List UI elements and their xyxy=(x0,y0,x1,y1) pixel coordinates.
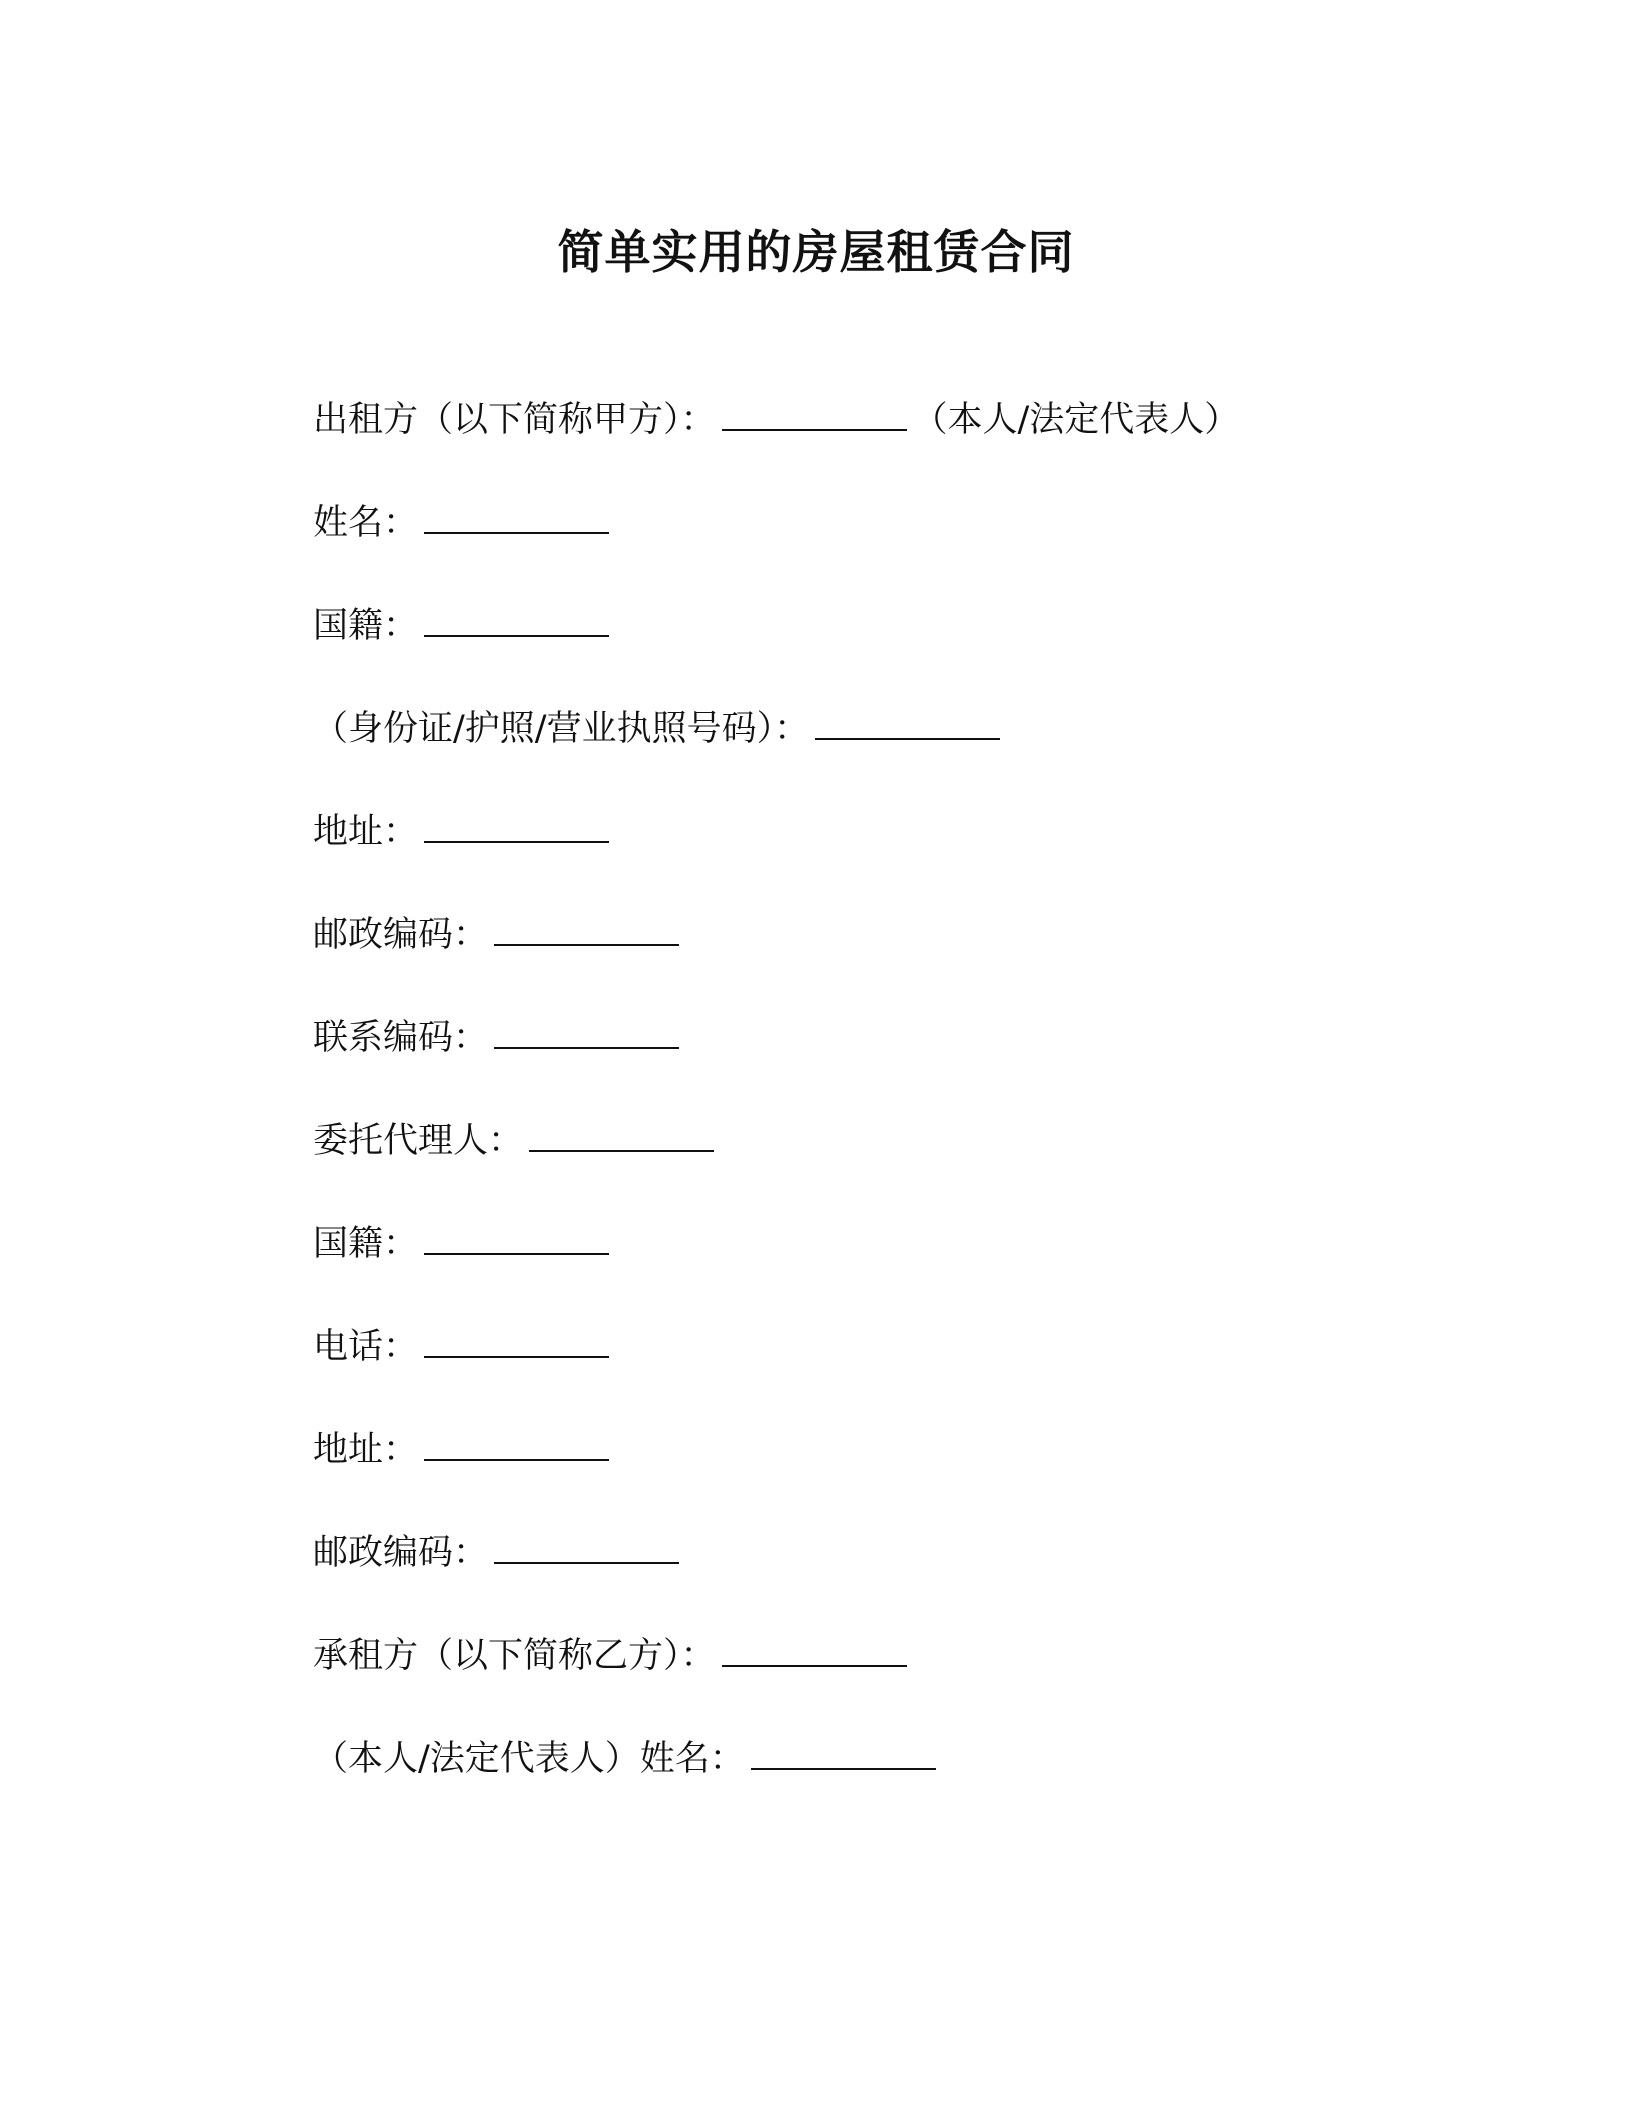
fill-blank[interactable] xyxy=(529,1120,714,1152)
fill-blank[interactable] xyxy=(424,1223,609,1255)
field-label: 地址： xyxy=(313,1430,419,1470)
field-label: 电话： xyxy=(313,1327,419,1367)
fill-blank[interactable] xyxy=(424,502,609,534)
field-label: （身份证/护照/营业执照号码）： xyxy=(313,709,810,749)
lessor-line xyxy=(313,397,1239,443)
field-label: 地址： xyxy=(313,812,419,852)
agent-line xyxy=(313,1118,720,1164)
field-label: 承租方（以下简称乙方）： xyxy=(313,1636,716,1676)
fill-blank[interactable] xyxy=(751,1738,936,1770)
field-label: 出租方（以下简称甲方）： xyxy=(313,400,716,440)
field-suffix: （本人/法定代表人） xyxy=(912,400,1240,440)
lessor-postcode-line xyxy=(313,912,685,958)
lessor-id-line xyxy=(313,706,1006,752)
field-label: （本人/法定代表人）姓名： xyxy=(313,1739,745,1779)
field-label: 邮政编码： xyxy=(313,1533,489,1573)
fill-blank[interactable] xyxy=(424,1429,609,1461)
lessor-contact-line xyxy=(313,1015,685,1061)
fill-blank[interactable] xyxy=(424,605,609,637)
field-label: 姓名： xyxy=(313,503,419,543)
fill-blank[interactable] xyxy=(722,399,907,431)
field-label: 委托代理人： xyxy=(313,1121,524,1161)
lessee-name-line xyxy=(313,1736,942,1782)
fill-blank[interactable] xyxy=(494,1017,679,1049)
document-title: 简单实用的房屋租赁合同 xyxy=(557,225,1075,279)
agent-nationality-line xyxy=(313,1221,615,1267)
fill-blank[interactable] xyxy=(424,811,609,843)
fill-blank[interactable] xyxy=(494,1532,679,1564)
lessee-line xyxy=(313,1633,913,1679)
fill-blank[interactable] xyxy=(722,1635,907,1667)
lessor-address-line xyxy=(313,809,615,855)
fill-blank[interactable] xyxy=(815,708,1000,740)
field-label: 国籍： xyxy=(313,1224,419,1264)
fill-blank[interactable] xyxy=(424,1326,609,1358)
agent-address-line xyxy=(313,1427,615,1473)
field-label: 国籍： xyxy=(313,606,419,646)
fill-blank[interactable] xyxy=(494,914,679,946)
field-label: 联系编码： xyxy=(313,1018,489,1058)
lessor-nationality-line xyxy=(313,603,615,649)
agent-postcode-line xyxy=(313,1530,685,1576)
lessor-name-line xyxy=(313,500,615,546)
field-label: 邮政编码： xyxy=(313,915,489,955)
agent-phone-line xyxy=(313,1324,615,1370)
